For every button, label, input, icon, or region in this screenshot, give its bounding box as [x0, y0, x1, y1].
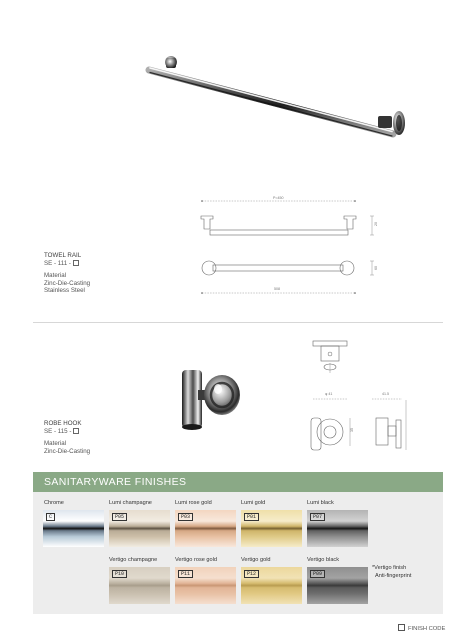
robe-hook-title: ROBE HOOK — [44, 420, 82, 427]
finish-code-vertigo-rose-gold: P11 — [178, 570, 193, 578]
finish-label-vertigo-black: Vertigo black — [307, 557, 340, 563]
towel-rail-photo — [140, 48, 415, 148]
finish-code-lumi-black: P07 — [310, 513, 325, 521]
robe-hook-info — [44, 420, 90, 455]
finish-code-vertigo-gold: P12 — [244, 570, 259, 578]
robe-hook-material-label: Material — [44, 440, 67, 448]
finish-code-chrome: C — [46, 513, 55, 521]
towel-rail-material-2: Stainless Steel — [44, 287, 85, 295]
finish-label-vertigo-gold: Vertigo gold — [241, 557, 271, 563]
finish-label-lumi-black: Lumi black — [307, 500, 334, 506]
robe-hook-dim-depth: 41.5 — [382, 392, 389, 396]
swatch-lumi-rose-gold — [175, 510, 236, 547]
finish-code-lumi-champagne: P05 — [112, 513, 127, 521]
towel-rail-material-label: Material — [44, 272, 67, 280]
robe-hook-dim-height: 35 — [350, 428, 354, 432]
swatch-lumi-gold — [241, 510, 302, 547]
finish-code-box-icon — [73, 428, 79, 434]
towel-rail-dim-width: P=450 — [273, 196, 284, 200]
swatch-vertigo-gold — [241, 567, 302, 604]
finish-label-vertigo-champagne: Vertigo champagne — [109, 557, 158, 563]
finish-label-lumi-champagne: Lumi champagne — [109, 500, 152, 506]
vertigo-note — [372, 564, 411, 580]
towel-rail-info — [44, 252, 90, 295]
swatch-lumi-champagne — [109, 510, 170, 547]
vertigo-note-title: *Vertigo finish — [372, 565, 407, 571]
robe-hook-technical-drawing — [300, 336, 415, 456]
swatch-vertigo-champagne — [109, 567, 170, 604]
swatch-vertigo-black — [307, 567, 368, 604]
finish-code-lumi-rose-gold: P03 — [178, 513, 193, 521]
towel-rail-title: TOWEL RAIL — [44, 252, 82, 259]
towel-rail-code-text: SE - 111 - — [44, 259, 71, 267]
vertigo-note-body: Anti-fingerprint — [375, 573, 412, 579]
finish-label-chrome: Chrome — [44, 500, 64, 506]
finish-code-vertigo-black: P09 — [310, 570, 325, 578]
finish-label-lumi-rose-gold: Lumi rose gold — [175, 500, 212, 506]
finish-code-vertigo-champagne: P10 — [112, 570, 127, 578]
swatch-lumi-black — [307, 510, 368, 547]
robe-hook-dim-diameter: φ 41 — [325, 392, 333, 396]
finishes-title: SANITARYWARE FINISHES — [44, 476, 187, 488]
finish-code-box-icon — [398, 624, 405, 631]
towel-rail-technical-drawing — [195, 192, 385, 300]
section-divider — [33, 322, 443, 323]
finish-code-lumi-gold: P01 — [244, 513, 259, 521]
towel-rail-material-1: Zinc-Die-Casting — [44, 279, 91, 287]
robe-hook-code — [44, 428, 90, 436]
robe-hook-code-text: SE - 115 - — [44, 427, 72, 435]
finish-label-vertigo-rose-gold: Vertigo rose gold — [175, 557, 217, 563]
finish-code-legend — [398, 624, 445, 632]
finish-code-box-icon — [73, 260, 79, 266]
robe-hook-photo — [178, 368, 244, 432]
finishes-header — [33, 472, 443, 492]
finish-label-lumi-gold: Lumi gold — [241, 500, 266, 506]
swatch-vertigo-rose-gold — [175, 567, 236, 604]
towel-rail-code — [44, 260, 90, 268]
swatch-chrome — [43, 510, 104, 547]
towel-rail-dim-height: 60 — [374, 266, 378, 270]
finish-code-legend-text: FINISH CODE — [408, 626, 446, 632]
towel-rail-dim-depth: 20 — [374, 222, 378, 226]
towel-rail-dim-length: 508 — [274, 287, 280, 291]
robe-hook-material-1: Zinc-Die-Casting — [44, 447, 91, 455]
